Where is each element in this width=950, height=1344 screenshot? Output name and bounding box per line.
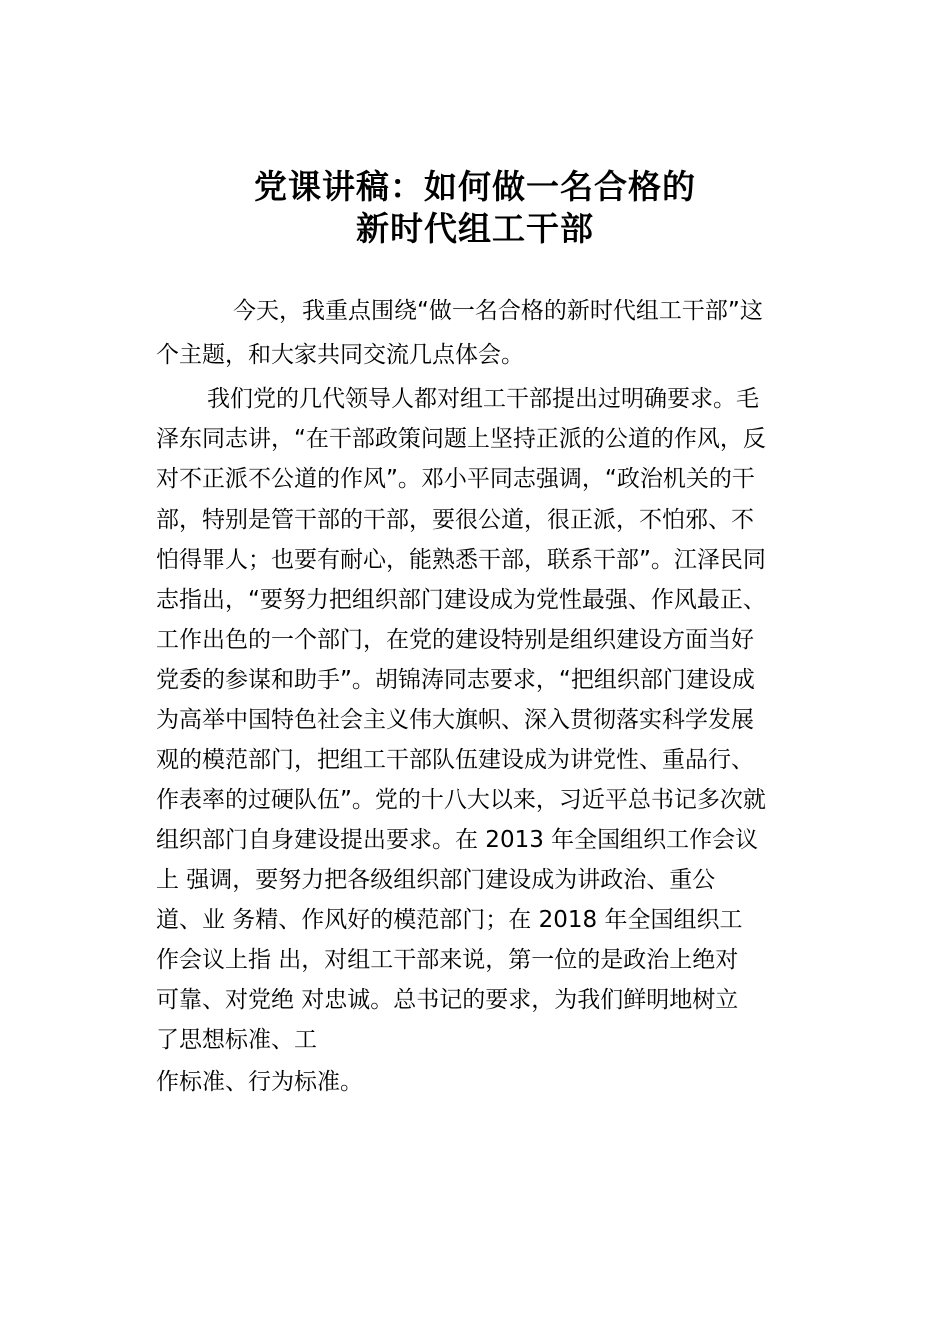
body-line: 可靠、对党绝 对忠诚。总书记的要求，为我们鲜明地树立 [156, 987, 739, 1013]
body-line: 工作出色的一个部门，在党的建设特别是组织建设方面当好 [156, 627, 754, 653]
body-line: 作表率的过硬队伍”。党的十八大以来，习近平总书记多次就 [156, 787, 766, 813]
body-line: 对不正派不公道的作风”。邓小平同志强调，“政治机关的干 [156, 466, 755, 492]
body-line: 作会议上指 出，对组工干部来说，第一位的是政治上绝对 [156, 947, 739, 973]
body-line: 部，特别是管干部的干部，要很公道，很正派，不怕邪、不 [156, 507, 754, 533]
body-line: 志指出，“要努力把组织部门建设成为党性最强、作风最正、 [156, 587, 766, 613]
body-line: 今天，我重点围绕“做一名合格的新时代组工干部”这 [233, 298, 763, 324]
body-line: 组织部门自身建设提出要求。在 2013 年全国组织工作会议 [156, 827, 759, 853]
body-line: 个主题，和大家共同交流几点体会。 [156, 342, 524, 368]
body-line: 上 强调，要努力把各级组织部门建设成为讲政治、重公 [156, 867, 716, 893]
body-line: 观的模范部门，把组工干部队伍建设成为讲党性、重品行、 [156, 747, 754, 773]
body-line: 怕得罪人；也要有耐心，能熟悉干部，联系干部”。江泽民同 [156, 547, 766, 573]
body-line: 道、业 务精、作风好的模范部门；在 2018 年全国组织工 [156, 907, 743, 933]
body-line: 泽东同志讲，“在干部政策问题上坚持正派的公道的作风，反 [156, 426, 766, 452]
body-line: 作标准、行为标准。 [156, 1069, 363, 1095]
document-title-line-2: 新时代组工干部 [356, 209, 594, 248]
body-line: 我们党的几代领导人都对组工干部提出过明确要求。毛 [207, 386, 759, 412]
document-title-line-1: 党课讲稿：如何做一名合格的 [254, 167, 696, 206]
body-line: 了思想标准、工 [156, 1027, 317, 1053]
body-line: 党委的参谋和助手”。胡锦涛同志要求，“把组织部门建设成 [156, 667, 755, 693]
body-line: 为高举中国特色社会主义伟大旗帜、深入贯彻落实科学发展 [156, 707, 754, 733]
